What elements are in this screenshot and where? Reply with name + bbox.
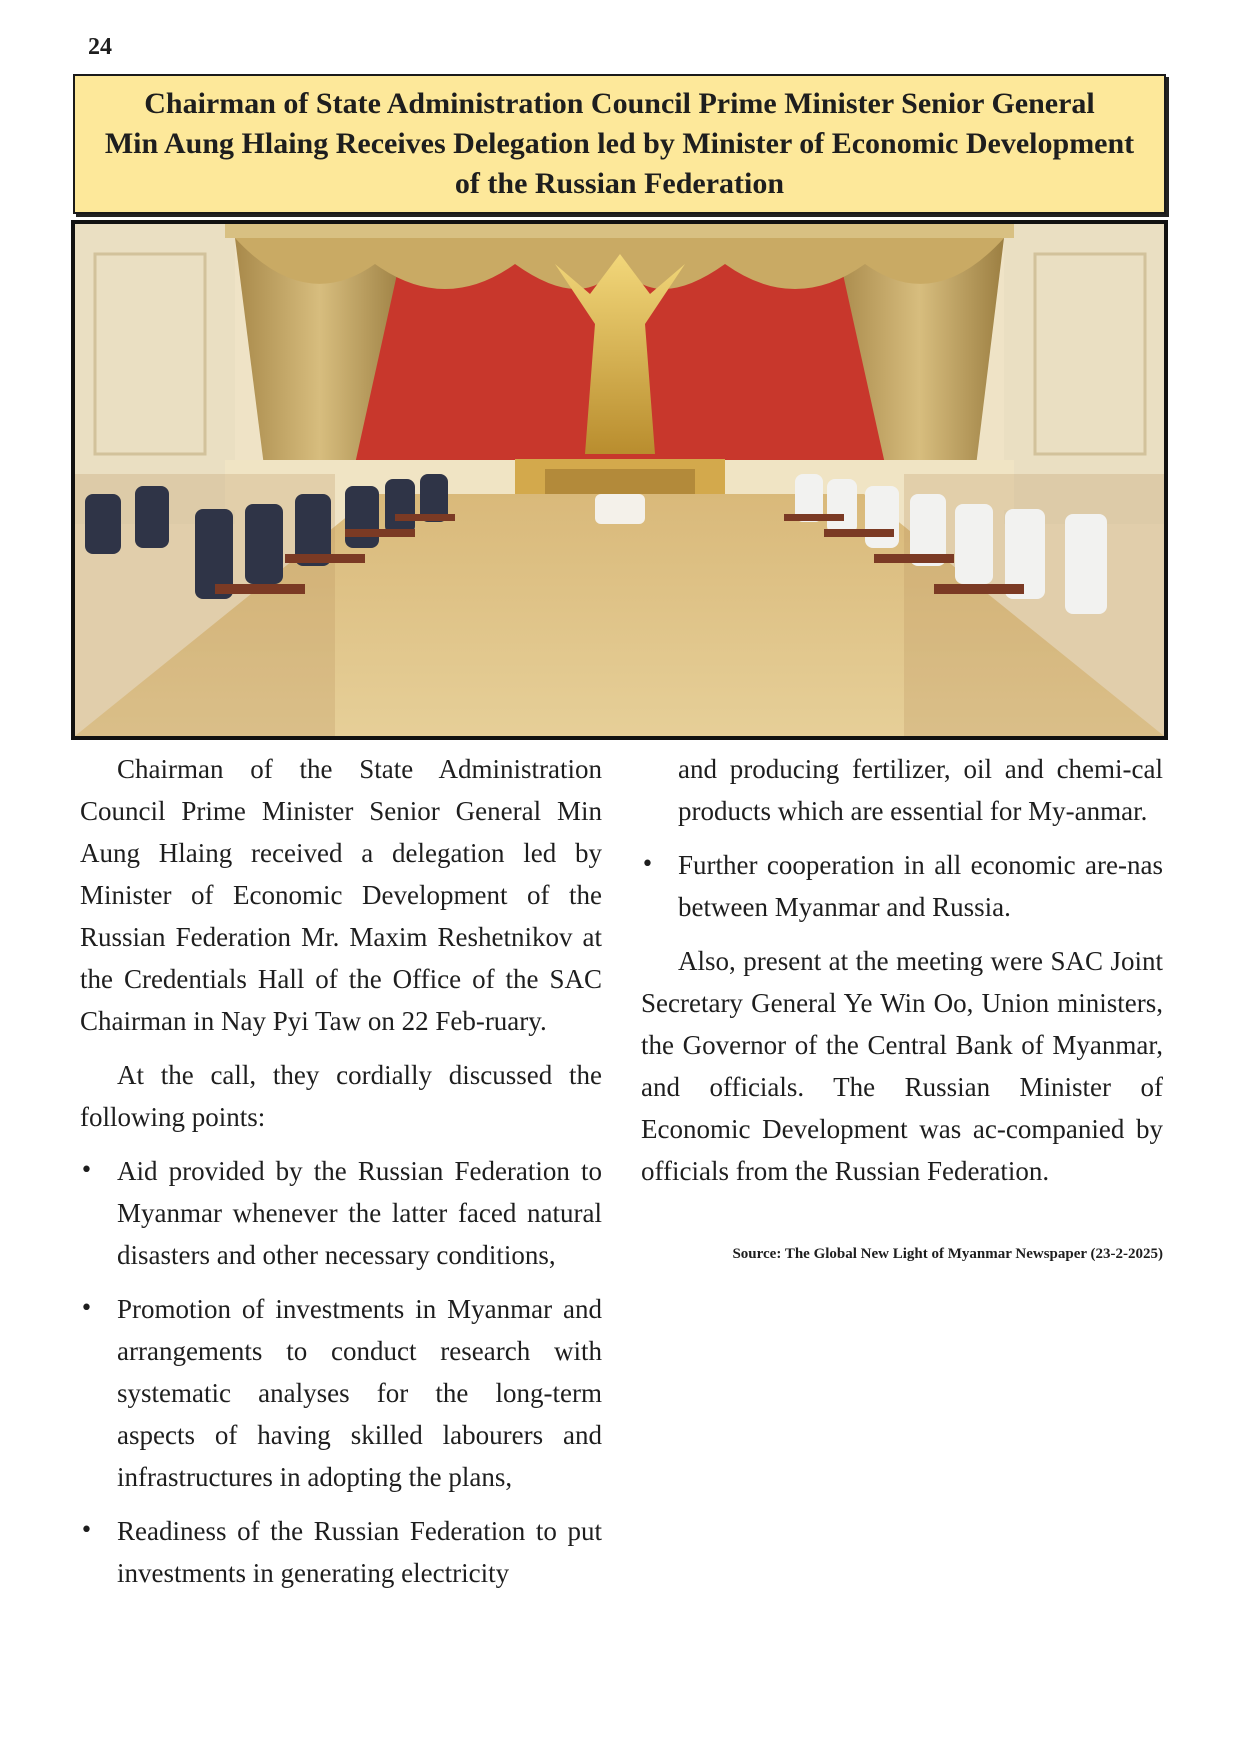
left-column: [80, 748, 602, 1594]
meeting-photo-illustration: [75, 224, 1164, 736]
title-line-1: Chairman of State Administration Council Prime Minister Senior General: [144, 87, 1095, 120]
bullet-icon: •: [80, 1518, 93, 1543]
bullet-text-investments: Promotion of investments in Myanmar and arrangements to conduct research with systematic analyses for the long-term aspects of having skilled labourers and infrastructures in adopting the plans,: [117, 1294, 602, 1492]
bullet-icon: •: [641, 852, 654, 877]
article-title: [73, 74, 1166, 214]
bullet-item: [80, 1288, 602, 1498]
bullet-icon: •: [80, 1296, 93, 1321]
bullet-item: [641, 844, 1163, 928]
paragraph-discussion: At the call, they cordially discussed the following points:: [80, 1060, 602, 1132]
meeting-photo: [71, 220, 1168, 740]
bullet-item: [80, 1510, 602, 1594]
right-column: [641, 748, 1163, 1264]
bullet-item: [80, 1150, 602, 1276]
paragraph-attendees: Also, present at the meeting were SAC Joint Secretary General Ye Win Oo, Union ministers, the Governor of the Central Bank of Myanmar, and officials. The Russian Minister of Economic Development was ac-companied by officials from the Russian Federation.: [641, 946, 1163, 1186]
title-line-3: of the Russian Federation: [454, 167, 785, 200]
page-number: 24: [88, 34, 112, 60]
source-credit: Source: The Global New Light of Myanmar Newspaper (23-2-2025): [732, 1246, 1163, 1262]
bullet-text-readiness-part2: and producing fertilizer, oil and chemi-cal products which are essential for My-anmar.: [678, 754, 1163, 826]
bullet-text-aid: Aid provided by the Russian Federation to Myanmar whenever the latter faced natural disasters and other necessary conditions,: [117, 1156, 602, 1270]
bullet-text-cooperation: Further cooperation in all economic are-nas between Myanmar and Russia.: [678, 850, 1163, 922]
bullet-icon: •: [80, 1158, 93, 1183]
title-line-2: Min Aung Hlaing Receives Delegation led by Minister of Economic Development: [104, 127, 1135, 160]
paragraph-intro: Chairman of the State Administration Council Prime Minister Senior General Min Aung Hlaing received a delegation led by Minister of Economic Development of the Russian Federation Mr. Maxim Reshetnikov at the Credentials Hall of the Office of the SAC Chairman in Nay Pyi Taw on 22 Feb-ruary.: [80, 754, 602, 1036]
bullet-text-readiness-part1: Readiness of the Russian Federation to put investments in generating electricity: [117, 1516, 602, 1588]
